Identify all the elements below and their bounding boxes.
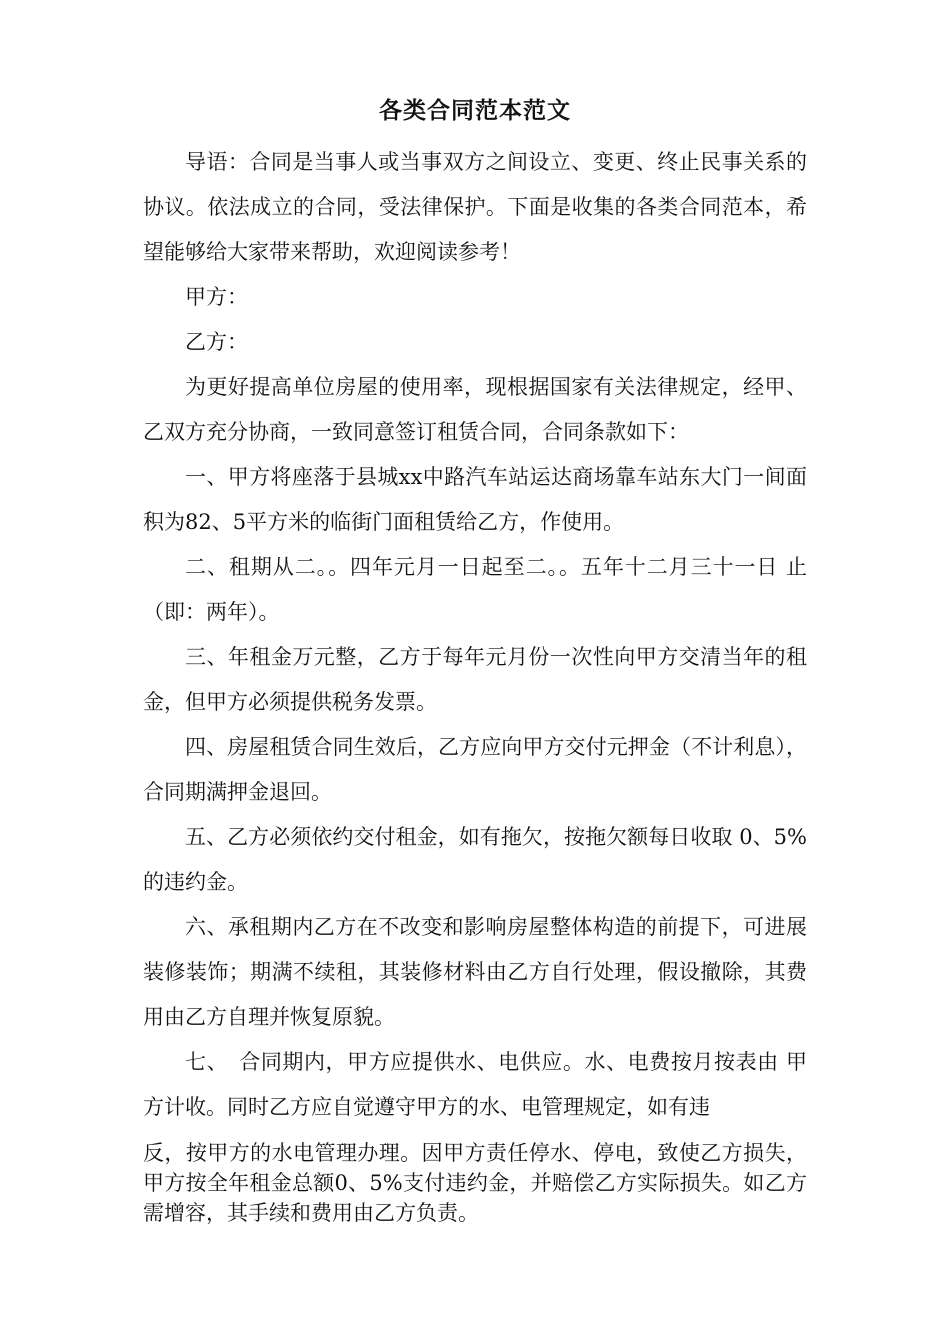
paragraph-clause-5: 五、乙方必须依约交付租金，如有拖欠，按拖欠额每日收取 0、5%的违约金。 <box>143 825 807 894</box>
paragraph-clause-4: 四、房屋租赁合同生效后，乙方应向甲方交付元押金（不计利息），合同期满押金退回。 <box>143 735 807 804</box>
paragraph-clause-6: 六、承租期内乙方在不改变和影响房屋整体构造的前提下，可进展装修装饰；期满不续租，其装修材料由乙方自行处理，假设撤除，其费用由乙方自理并恢复原貌。 <box>143 915 807 1029</box>
paragraph-party-a: 甲方： <box>185 285 248 309</box>
paragraph-intro: 导语：合同是当事人或当事双方之间设立、变更、终止民事关系的协议。依法成立的合同，受法律保护。下面是收集的各类合同范本，希望能够给大家带来帮助，欢迎阅读参考！ <box>143 150 807 264</box>
paragraph-preamble: 为更好提高单位房屋的使用率，现根据国家有关法律规定，经甲、乙双方充分协商，一致同意签订租赁合同，合同条款如下： <box>143 375 807 444</box>
paragraph-party-b: 乙方： <box>185 330 248 354</box>
paragraph-clause-3: 三、年租金万元整，乙方于每年元月份一次性向甲方交清当年的租金，但甲方必须提供税务发票。 <box>143 645 807 714</box>
paragraph-clause-7-continued: 反，按甲方的水电管理办理。因甲方责任停水、停电，致使乙方损失，甲方按全年租金总额0、5%支付违约金，并赔偿乙方实际损失。如乙方需增容，其手续和费用由乙方负责。 <box>143 1141 807 1225</box>
paragraph-clause-2: 二、租期从二。。四年元月一日起至二。。五年十二月三十一日 止（即：两年）。 <box>143 555 807 624</box>
paragraph-clause-1: 一、甲方将座落于县城xx中路汽车站运达商场靠车站东大门一间面积为82、5平方米的临街门面租赁给乙方，作使用。 <box>143 465 807 534</box>
document-body <box>143 140 807 1228</box>
paragraph-clause-7: 七、 合同期内，甲方应提供水、电供应。水、电费按月按表由 甲方计收。同时乙方应自觉遵守甲方的水、电管理规定，如有违 <box>143 1050 807 1119</box>
document-title: 各类合同范本范文 <box>379 98 571 124</box>
